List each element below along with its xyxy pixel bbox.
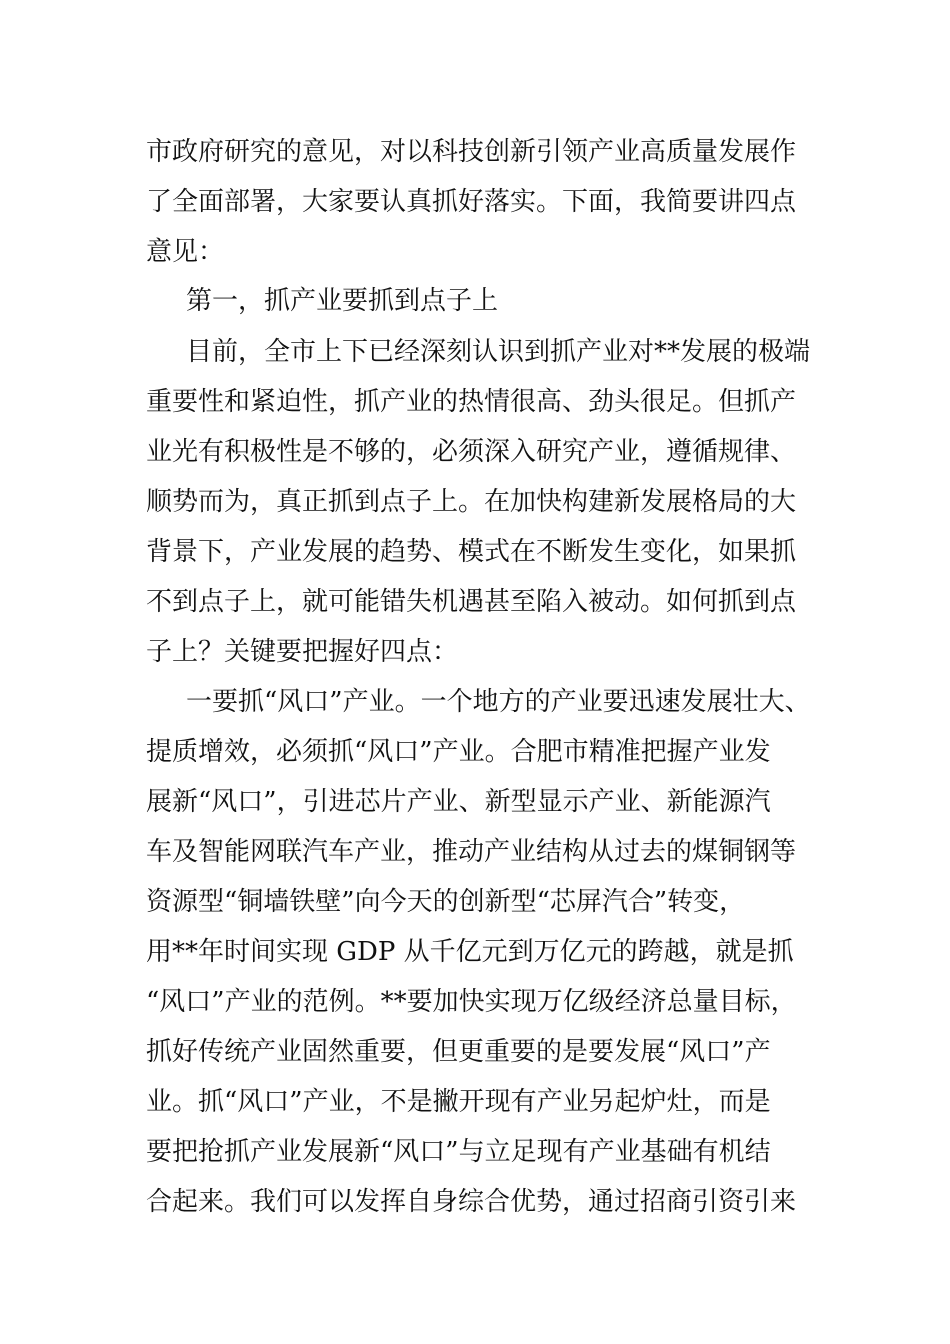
body-text-line: 车及智能网联汽车产业，推动产业结构从过去的煤铜钢等 — [146, 837, 797, 867]
body-text-line: 不到点子上，就可能错失机遇甚至陷入被动。如何抓到点 — [146, 587, 797, 617]
paragraph-start-line: 目前，全市上下已经深刻认识到抓产业对**发展的极端 — [186, 337, 811, 367]
body-text-line: 资源型“铜墙铁壁”向今天的创新型“芯屏汽合”转变， — [146, 887, 746, 917]
body-text-line: “风口”产业的范例。**要加快实现万亿级经济总量目标， — [146, 987, 797, 1017]
body-text-line: 背景下，产业发展的趋势、模式在不断发生变化，如果抓 — [146, 537, 797, 567]
body-text-line: 展新“风口”，引进芯片产业、新型显示产业、新能源汽 — [146, 787, 771, 817]
section-heading: 第一，抓产业要抓到点子上 — [186, 286, 499, 316]
paragraph-start-line: 一要抓“风口”产业。一个地方的产业要迅速发展壮大、 — [186, 687, 811, 717]
body-text-line: 重要性和紧迫性，抓产业的热情很高、劲头很足。但抓产 — [146, 387, 797, 417]
body-text-line: 要把抢抓产业发展新“风口”与立足现有产业基础有机结 — [146, 1137, 771, 1167]
body-text-line: 意见： — [146, 237, 225, 267]
body-text-line: 顺势而为，真正抓到点子上。在加快构建新发展格局的大 — [146, 487, 797, 517]
body-text-line: 提质增效，必须抓“风口”产业。合肥市精准把握产业发 — [146, 737, 771, 767]
body-text-line: 用**年时间实现 GDP 从千亿元到万亿元的跨越，就是抓 — [146, 937, 794, 967]
body-text-line: 市政府研究的意见，对以科技创新引领产业高质量发展作 — [146, 137, 797, 167]
body-text-line: 了全面部署，大家要认真抓好落实。下面，我简要讲四点 — [146, 187, 797, 217]
body-text-line: 业光有积极性是不够的，必须深入研究产业，遵循规律、 — [146, 437, 797, 467]
body-text-line: 子上？关键要把握好四点： — [146, 637, 459, 667]
body-text-line: 合起来。我们可以发挥自身综合优势，通过招商引资引来 — [146, 1187, 797, 1217]
body-text-line: 抓好传统产业固然重要，但更重要的是要发展“风口”产 — [146, 1037, 771, 1067]
body-text-line: 业。抓“风口”产业，不是撇开现有产业另起炉灶，而是 — [146, 1087, 771, 1117]
